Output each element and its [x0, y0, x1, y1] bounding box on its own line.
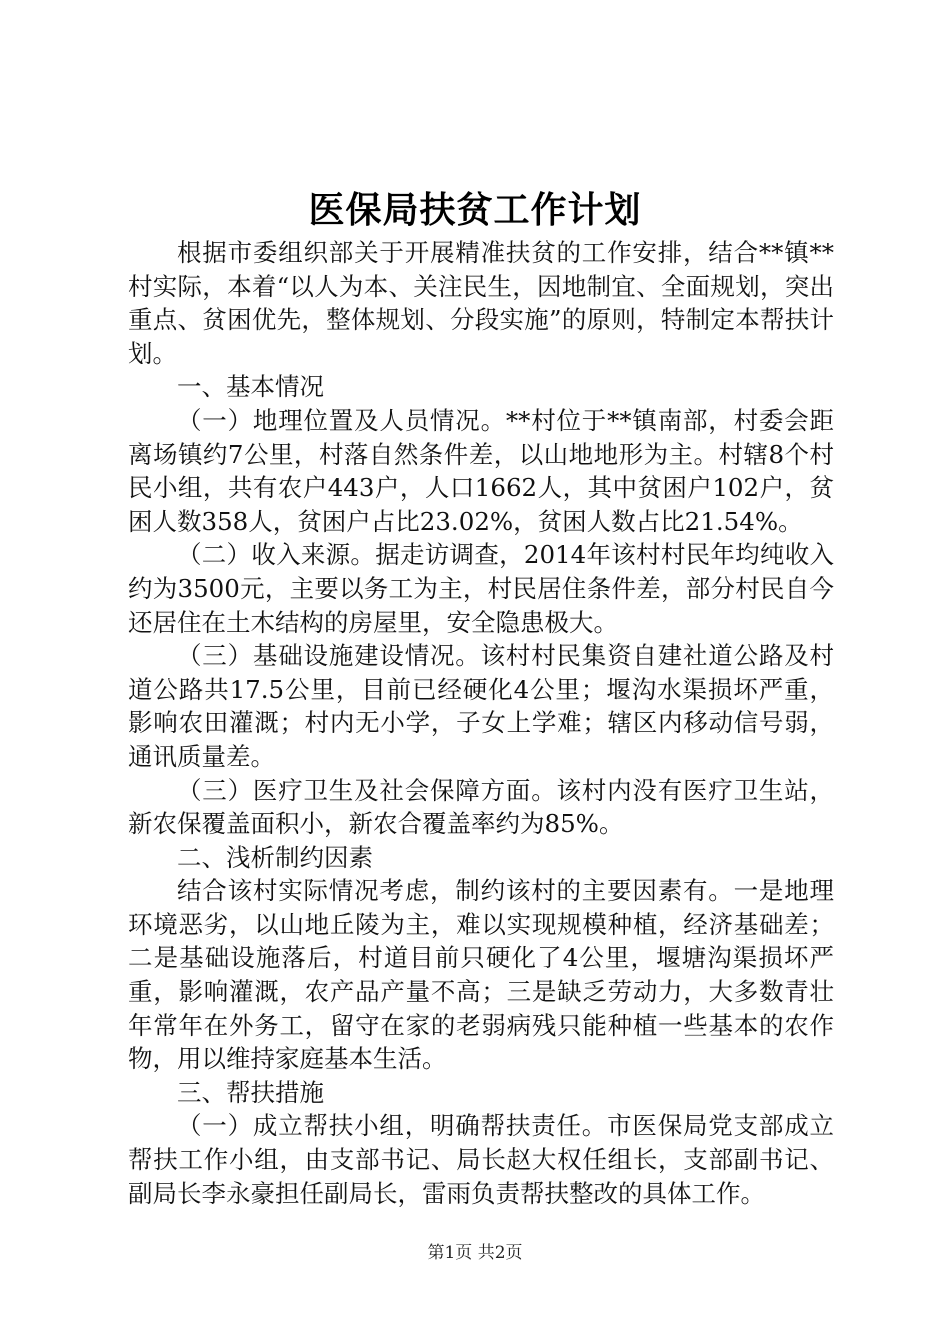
paragraph-income-source: （二）收入来源。据走访调查，2014年该村村民年均纯收入约为3500元，主要以务工为主，村民居住条件差，部分村民自今还居住在土木结构的房屋里，安全隐患极大。: [128, 540, 834, 637]
section-heading-constraints: 二、浅析制约因素: [177, 842, 373, 872]
paragraph-constraints: 结合该村实际情况考虑，制约该村的主要因素有。一是地理环境恶劣，以山地丘陵为主，难以实现规模种植，经济基础差；二是基础设施落后，村道目前只硬化了4公里，堰塘沟渠损坏严重，影响灌溉，农产品产量不高；三是缺乏劳动力，大多数青壮年常年在外务工，留守在家的老弱病残只能种植一些基本的农作物，用以维持家庭基本生活。: [128, 876, 834, 1074]
paragraph-infrastructure: （三）基础设施建设情况。该村村民集资自建社道公路及村道公路共17.5公里，目前已经硬化4公里；堰沟水渠损坏严重，影响农田灌溉；村内无小学，子女上学难；辖区内移动信号弱，通讯质量差。: [128, 641, 834, 771]
section-heading-basic-situation: 一、基本情况: [177, 372, 324, 402]
paragraph-measures-team: （一）成立帮扶小组，明确帮扶责任。市医保局党支部成立帮扶工作小组，由支部书记、局长赵大权任组长，支部副书记、副局长李永豪担任副局长，雷雨负责帮扶整改的具体工作。: [128, 1111, 834, 1208]
section-heading-measures: 三、帮扶措施: [177, 1077, 324, 1107]
paragraph-location-population: （一）地理位置及人员情况。**村位于**镇南部，村委会距离场镇约7公里，村落自然条件差，以山地地形为主。村辖8个村民小组，共有农户443户，人口1662人，其中贫困户102户，贫困人数358人，贫困户占比23.02%，贫困人数占比21.54%。: [128, 405, 834, 536]
page-number-footer: 第1页 共2页: [427, 1243, 523, 1263]
paragraph-medical-security: （三）医疗卫生及社会保障方面。该村内没有医疗卫生站，新农保覆盖面积小，新农合覆盖率约为85%。: [128, 775, 834, 839]
document-body: [128, 236, 834, 1210]
intro-paragraph: 根据市委组织部关于开展精准扶贫的工作安排，结合**镇**村实际，本着“以人为本、关注民生，因地制宜、全面规划，突出重点、贫困优先，整体规划、分段实施”的原则，特制定本帮扶计划。: [128, 238, 834, 368]
document-title: 医保局扶贫工作计划: [308, 189, 642, 231]
